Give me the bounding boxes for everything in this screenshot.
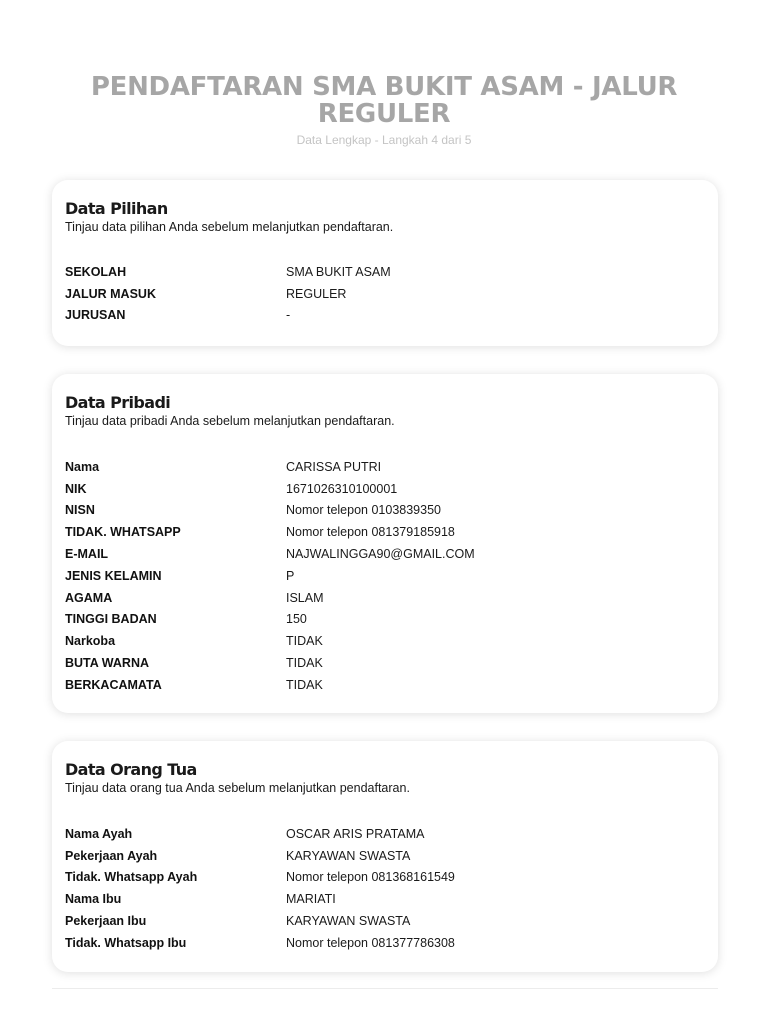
data-row xyxy=(65,565,704,587)
data-row xyxy=(65,283,704,305)
row-value: NAJWALINGGA90@GMAIL.COM xyxy=(286,547,475,562)
row-value: REGULER xyxy=(286,286,347,301)
row-label: Nama Ayah xyxy=(65,826,133,841)
row-value: TIDAK xyxy=(286,677,323,692)
row-label: Pekerjaan Ibu xyxy=(65,914,147,929)
step-indicator: Data Lengkap - Langkah 4 dari 5 xyxy=(296,133,472,147)
section-description: Tinjau data orang tua Anda sebelum melanjutkan pendaftaran. xyxy=(65,781,410,795)
section-description: Tinjau data pilihan Anda sebelum melanjutkan pendaftaran. xyxy=(65,220,394,234)
data-row xyxy=(65,261,704,283)
row-value: 150 xyxy=(286,612,307,627)
row-label: TINGGI BADAN xyxy=(65,612,157,627)
section-title: Data Orang Tua xyxy=(65,760,197,779)
row-label: Narkoba xyxy=(65,634,116,649)
data-row xyxy=(65,478,704,500)
row-label: E-MAIL xyxy=(65,547,109,562)
data-row xyxy=(65,587,704,609)
data-row xyxy=(65,521,704,543)
row-label: AGAMA xyxy=(65,590,113,605)
data-row xyxy=(65,674,704,696)
row-label: JALUR MASUK xyxy=(65,286,156,301)
row-label: NIK xyxy=(65,481,87,496)
row-value: TIDAK xyxy=(286,634,323,649)
data-row xyxy=(65,630,704,652)
row-label: TIDAK. WHATSAPP xyxy=(65,525,181,540)
row-label: Nama xyxy=(65,459,100,474)
row-value: TIDAK xyxy=(286,656,323,671)
data-list xyxy=(65,456,704,696)
data-row xyxy=(65,910,704,932)
page-divider xyxy=(52,988,718,989)
row-value: - xyxy=(286,308,291,323)
row-label: Pekerjaan Ayah xyxy=(65,848,158,863)
card-data-pribadi xyxy=(52,374,718,713)
row-label: SEKOLAH xyxy=(65,264,127,279)
section-title: Data Pilihan xyxy=(65,199,168,218)
row-value: 1671026310100001 xyxy=(286,481,398,496)
row-value: Nomor telepon 081379185918 xyxy=(286,525,455,540)
data-row xyxy=(65,867,704,889)
data-row xyxy=(65,609,704,631)
row-value: MARIATI xyxy=(286,892,336,907)
row-label: NISN xyxy=(65,503,95,518)
data-row xyxy=(65,305,704,327)
row-value: KARYAWAN SWASTA xyxy=(286,914,411,929)
row-value: Nomor telepon 081377786308 xyxy=(286,935,455,950)
data-list xyxy=(65,823,704,954)
card-data-orang-tua xyxy=(52,741,718,972)
row-label: JURUSAN xyxy=(65,308,126,323)
row-label: Tidak. Whatsapp Ayah xyxy=(65,870,198,885)
section-title: Data Pribadi xyxy=(65,393,171,412)
row-label: Tidak. Whatsapp Ibu xyxy=(65,935,187,950)
row-value: OSCAR ARIS PRATAMA xyxy=(286,826,425,841)
row-value: ISLAM xyxy=(286,590,324,605)
data-row xyxy=(65,500,704,522)
data-row xyxy=(65,932,704,954)
row-label: Nama Ibu xyxy=(65,892,122,907)
row-value: Nomor telepon 0103839350 xyxy=(286,503,441,518)
row-value: KARYAWAN SWASTA xyxy=(286,848,411,863)
data-row xyxy=(65,456,704,478)
row-label: BUTA WARNA xyxy=(65,656,150,671)
data-row xyxy=(65,823,704,845)
row-value: CARISSA PUTRI xyxy=(286,459,382,474)
data-row xyxy=(65,888,704,910)
row-label: JENIS KELAMIN xyxy=(65,568,162,583)
page-title: PENDAFTARAN SMA BUKIT ASAM - JALUR REGULER xyxy=(90,72,678,129)
data-row xyxy=(65,845,704,867)
row-label: BERKACAMATA xyxy=(65,677,162,692)
page-header xyxy=(0,74,768,147)
data-row xyxy=(65,543,704,565)
row-value: P xyxy=(286,568,295,583)
row-value: Nomor telepon 081368161549 xyxy=(286,870,455,885)
row-value: SMA BUKIT ASAM xyxy=(286,264,391,279)
data-row xyxy=(65,652,704,674)
data-list xyxy=(65,261,704,326)
section-description: Tinjau data pribadi Anda sebelum melanjutkan pendaftaran. xyxy=(65,414,395,428)
card-data-pilihan xyxy=(52,180,718,346)
